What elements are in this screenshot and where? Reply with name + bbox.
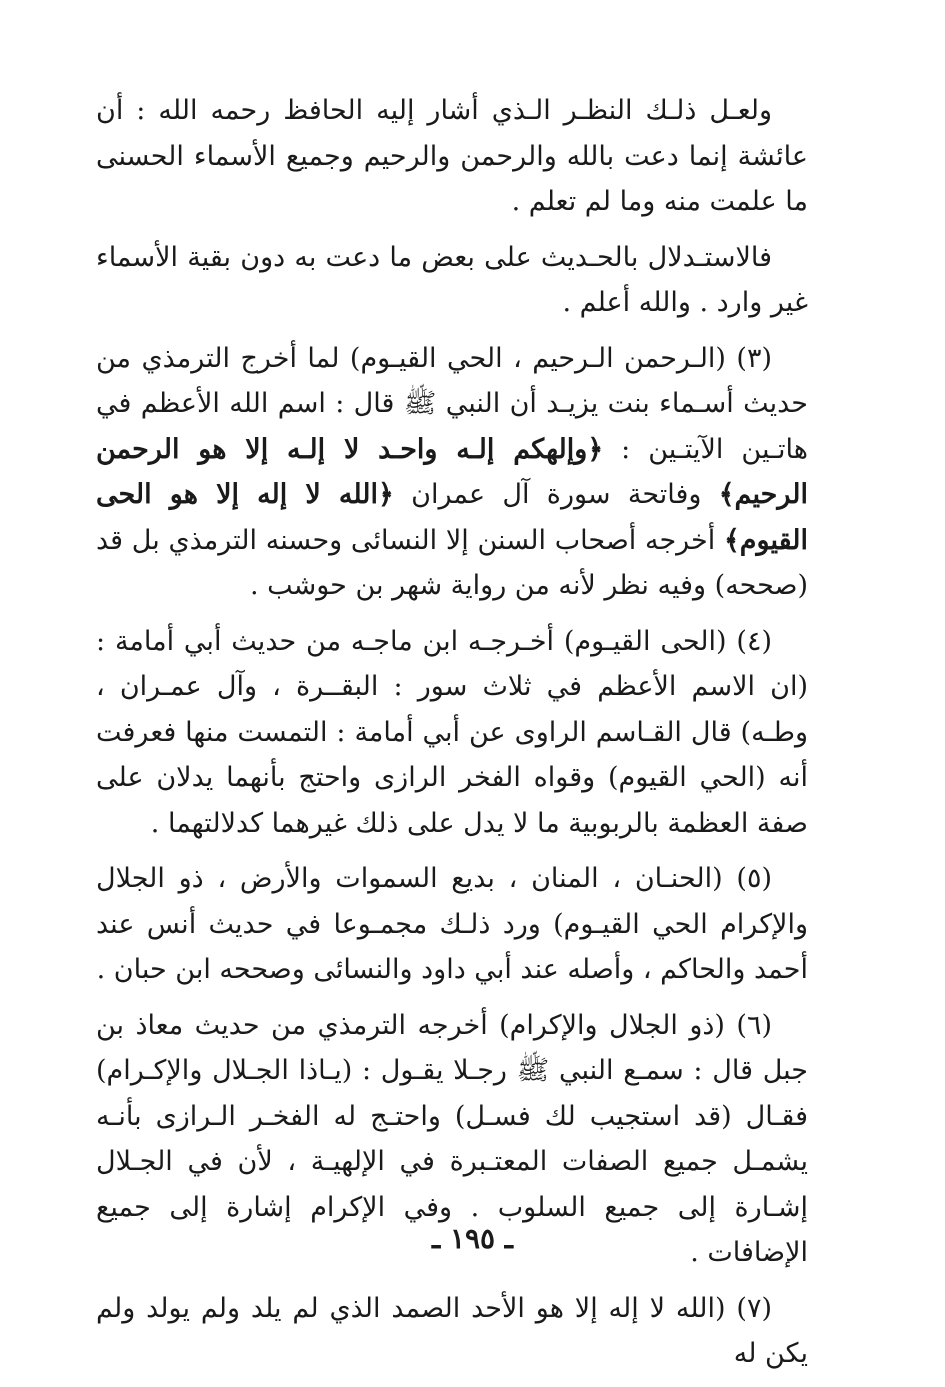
- paragraph-4: [96, 619, 808, 847]
- paragraph-5: [96, 856, 808, 993]
- paragraph-3: [96, 336, 808, 609]
- paragraph-7: [96, 1286, 808, 1377]
- text-segment: فالاستـدلال بالحـديث على بعض ما دعت به دون بقية الأسماء غير وارد . والله أعلم .: [96, 241, 808, 318]
- text-segment: (٤) (الحى القيـوم) أخـرجـه ابن ماجـه من حديث أبي أمامة : (ان الاسم الأعظم في ثلاث سور : البقــرة ، وآل عمـران ، وطـه) قال القـاسم الراوى عن أبي أمامة : التمست منها فعرفت أنه (الحي القيوم) وقواه الفخر الرازى واحتج بأنهما يدلان على صفة العظمة بالربوبية ما لا يدل على ذلك غيرهما كدلالتهما .: [96, 625, 808, 839]
- text-segment: وفاتحة سورة آل عمران: [393, 479, 719, 510]
- quran-verse: ﴿وإلهكم إلـه واحـد لا إلـه إلا هو الرحمن الرحيم﴾: [96, 433, 808, 510]
- paragraph-2: [96, 235, 808, 326]
- text-segment: (٥) (الحنـان ، المنان ، بديع السموات والأرض ، ذو الجلال والإكرام الحي القيـوم) ورد ذلـك مجمـوعا في حديث أنس عند أحمد والحاكم ، وأصله عند أبي داود والنسائى وصححه ابن حبان .: [96, 863, 808, 985]
- page-number: ـ ١٩٥ ـ: [431, 1222, 514, 1255]
- text-segment: أخرجه أصحاب السنن إلا النسائى وحسنه الترمذي بل قد (صححه) وفيه نظر لأنه من رواية شهر بن حوشب .: [96, 524, 808, 601]
- text-segment: (٧) (الله لا إله إلا هو الأحد الصمد الذي لم يلد ولم يولد ولم يكن له: [96, 1292, 808, 1369]
- quran-verse: ﴿الله لا إله إلا هو الحى القيوم﴾: [96, 479, 808, 556]
- text-segment: (٣) (الـرحمن الـرحيم ، الحي القيـوم) لما أخرج الترمذي من حديث أسـماء بنت يزيـد أن النبي ﷺ قال : اسم الله الأعظم في هاتـين الآيتـين :: [96, 342, 808, 465]
- text-segment: ولعـل ذلـك النظـر الـذي أشار إليه الحافظ رحمه الله : أن عائشة إنما دعت بالله والرحمن والرحيم وجميع الأسماء الحسنى ما علمت منه وما لم تعلم .: [96, 95, 808, 217]
- page-body: [96, 88, 808, 1387]
- paragraph-1: [96, 88, 808, 225]
- text-segment: (٦) (ذو الجلال والإكرام) أخرجه الترمذي من حديث معاذ بن جبل قال : سمـع النبي ﷺ رجـلا يقـول : (يـاذا الجـلال والإكـرام) فقـال (قد استجيب لك فسـل) واحتـج له الفخـر الـرازى بأنـه يشمـل جميع الصفات المعتـبرة في الإلهيـة ، لأن في الجـلال إشـارة إلى جميع السلوب . وفي الإكرام إشارة إلى جميع الإضافات .: [96, 1009, 808, 1268]
